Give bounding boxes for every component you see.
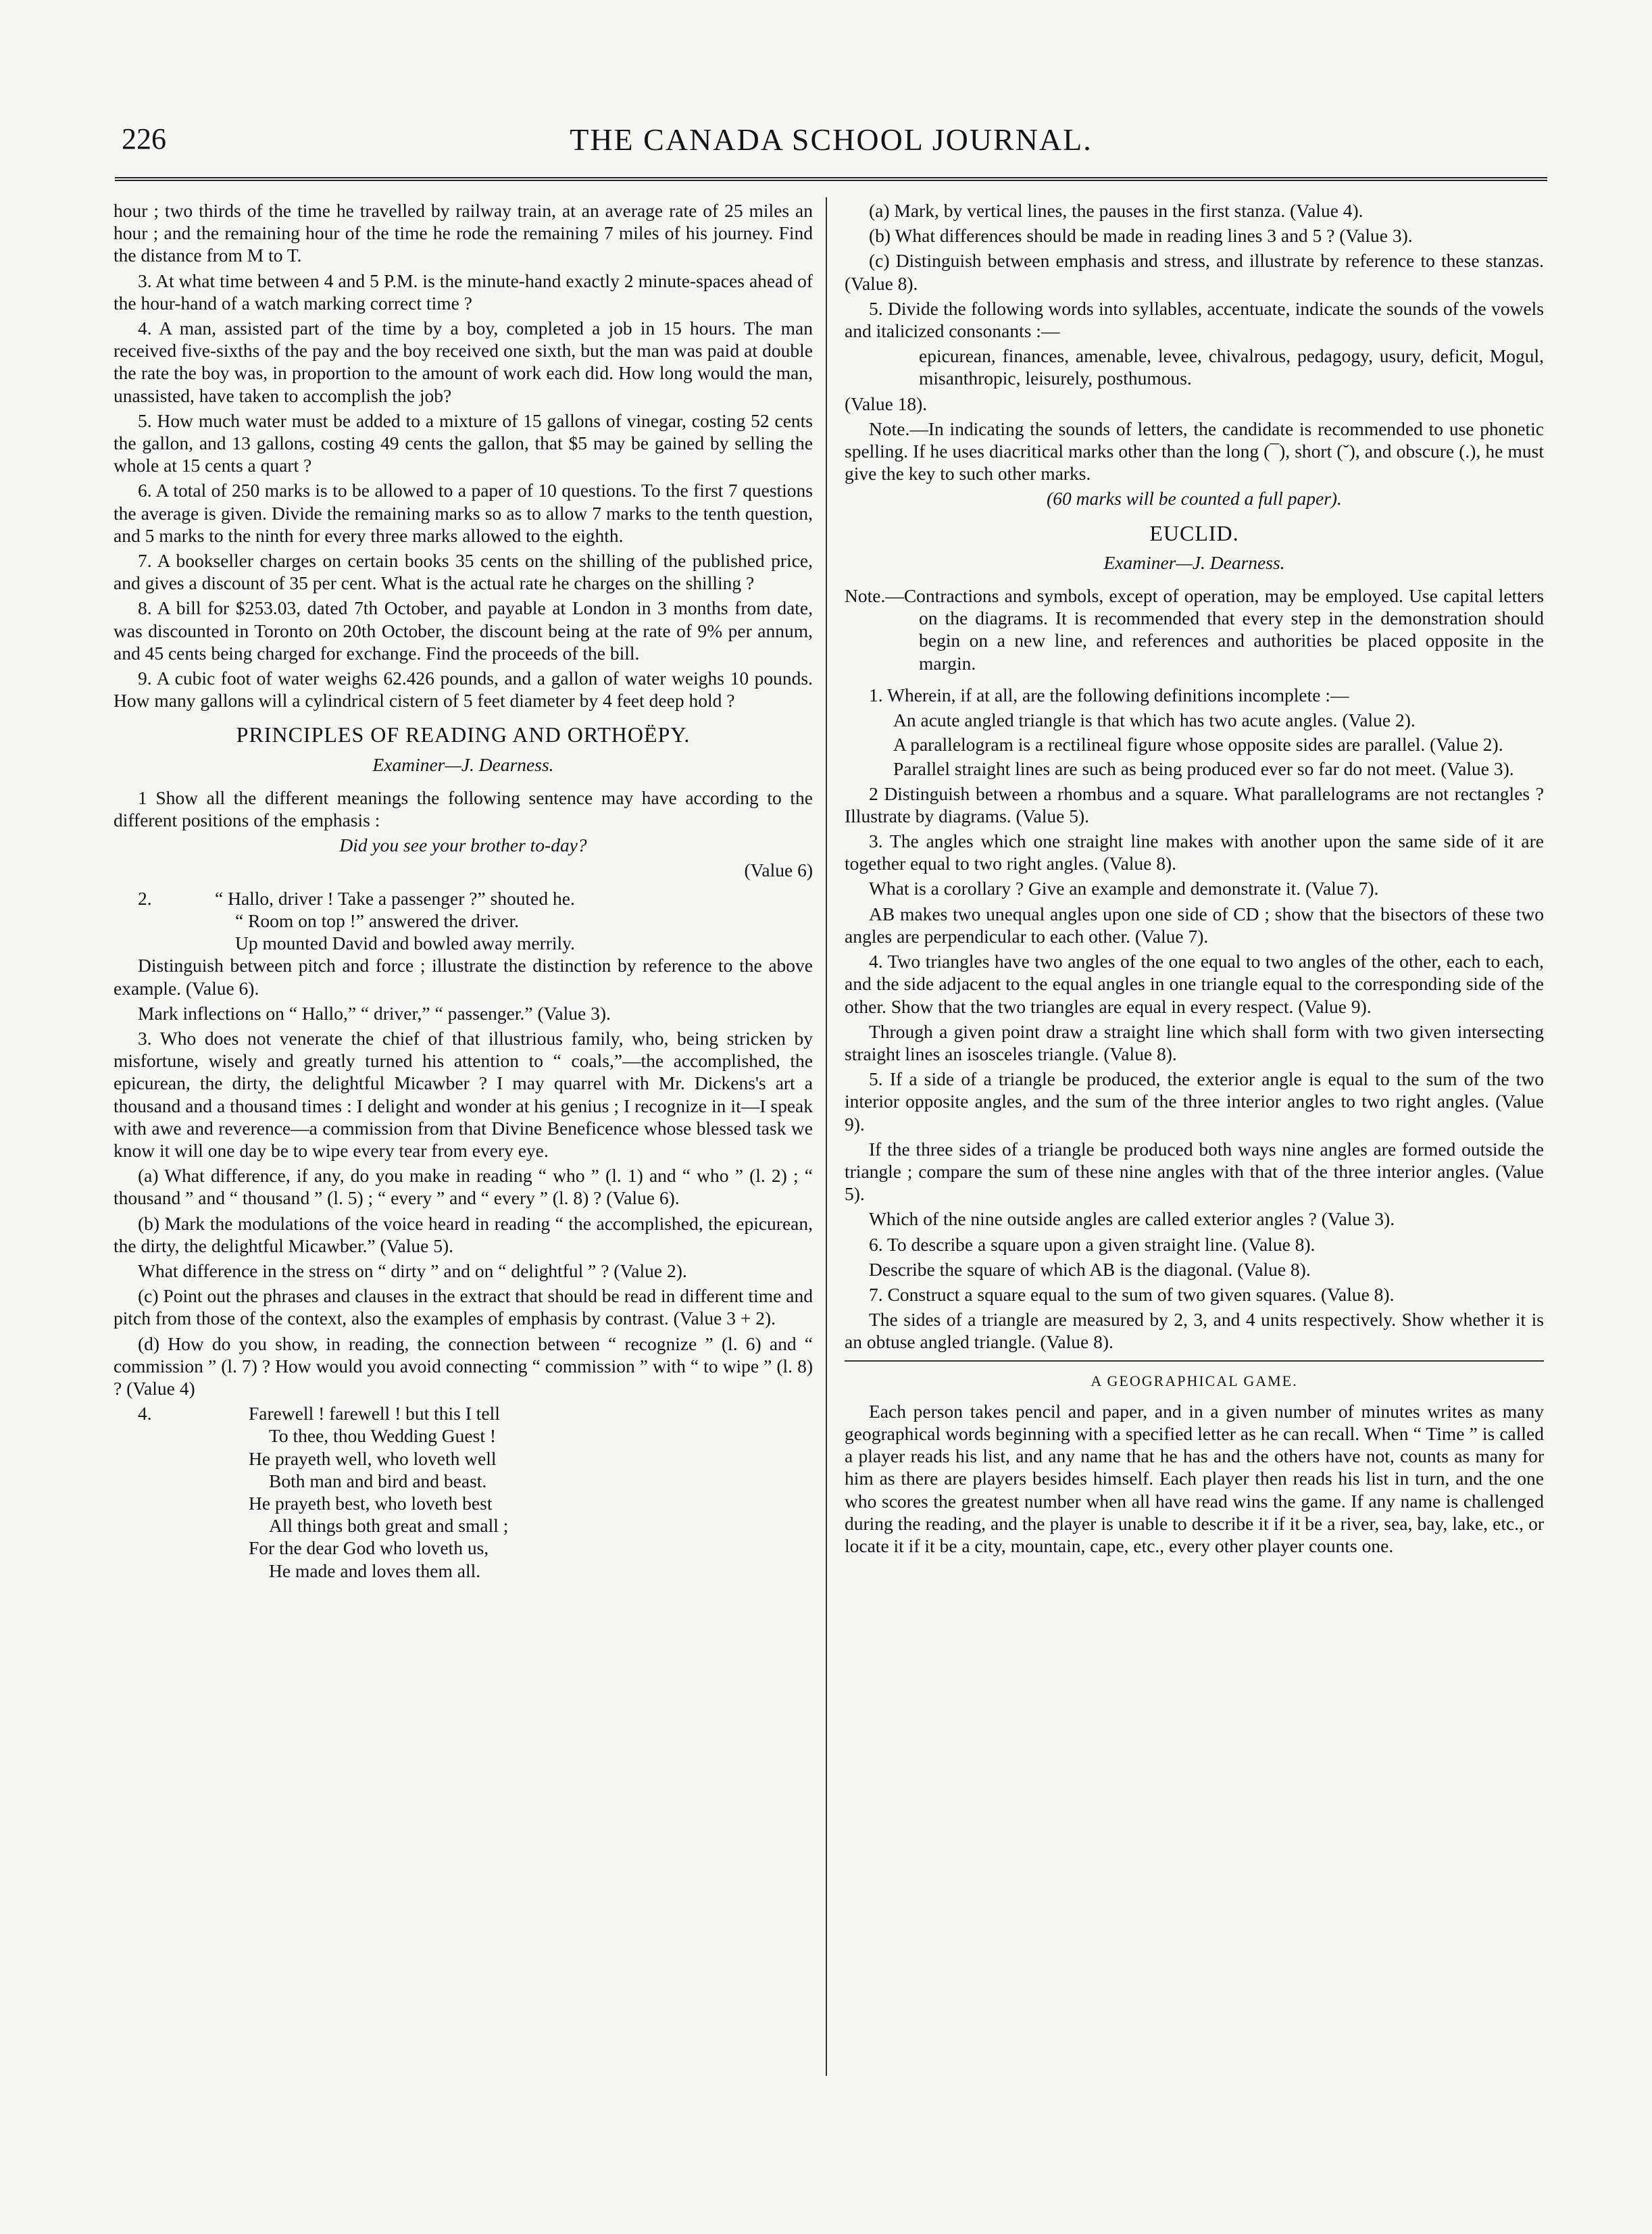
poem-line: He prayeth well, who loveth well — [249, 1447, 497, 1469]
reading-note: Note.—In indicating the sounds of letters, the candidate is recommended to use phonetic spelling. If he uses diacritical marks other than the long (¯), short (˘), and obscure (.), he must give the key to such other marks. — [845, 418, 1544, 485]
reading-q2-line-3: Up mounted David and bowled away merrily. — [235, 933, 576, 954]
section-rule — [845, 1360, 1544, 1362]
geographical-game-title: A GEOGRAPHICAL GAME. — [1091, 1372, 1298, 1389]
reading-section-title: PRINCIPLES OF READING AND ORTHOËPY. — [236, 722, 691, 747]
reading-q4-poem — [114, 1402, 813, 1582]
right-column — [845, 199, 1544, 1560]
header-rule — [115, 177, 1547, 181]
reading-question-2 — [114, 887, 813, 955]
euclid-q1-definition: A parallelogram is a rectilineal figure whose opposite sides are parallel. (Value 2). — [893, 734, 1503, 755]
reading-q5-value: (Value 18). — [845, 393, 928, 414]
arithmetic-question-7: 7. A bookseller charges on certain books 35 cents on the shilling of the published price, and gives a discount of 35 per cent. What is the actual rate he charges on the shilling ? — [114, 550, 813, 594]
euclid-q3-bisectors: AB makes two unequal angles upon one side of CD ; show that the bisectors of these two angles are perpendicular to each other. (Value 7). — [845, 903, 1544, 947]
journal-title: THE CANADA SCHOOL JOURNAL. — [570, 122, 1093, 157]
euclid-note: Note.—Contractions and symbols, except of operation, may be employed. Use capital letters on the diagrams. It is recommended that every step in the demonstration should begin on a new line, and references and authorities be placed opposite in the margin. — [845, 585, 1544, 674]
reading-q2-line-2: “ Room on top !” answered the driver. — [235, 910, 520, 931]
full-paper-marks: (60 marks will be counted a full paper). — [1047, 488, 1342, 510]
arithmetic-question-4: 4. A man, assisted part of the time by a boy, completed a job in 15 hours. The man received five-sixths of the pay and the boy received one sixth, but the man was paid at double the rate the boy was, in proportion to the amount of work each did. How long would the man, unassisted, have taken to accomplish the job? — [114, 318, 813, 406]
euclid-q6-diagonal: Describe the square of which AB is the diagonal. (Value 8). — [869, 1258, 1311, 1280]
euclid-q4-isosceles: Through a given point draw a straight line which shall form with two given intersecting straight lines an isosceles triangle. (Value 8). — [845, 1020, 1544, 1064]
arithmetic-question-9: 9. A cubic foot of water weighs 62.426 pounds, and a gallon of water weighs 10 pounds. How many gallons will a cylindrical cistern of 5 feet diameter by 4 feet deep hold ? — [114, 668, 813, 712]
reading-q2-number: 2. — [138, 887, 152, 909]
reading-q3-part-b2: What difference in the stress on “ dirty ” and on “ delightful ” ? (Value 2). — [138, 1260, 687, 1281]
euclid-question-2: 2 Distinguish between a rhombus and a square. What parallelograms are not rectangles ? Illustrate by diagrams. (Value 5). — [845, 783, 1544, 826]
reading-question-1: 1 Show all the different meanings the following sentence may have according to the different positions of the emphasis : — [114, 787, 813, 831]
reading-q1-value: (Value 6) — [744, 860, 813, 881]
reading-q5-words: epicurean, finances, amenable, levee, chivalrous, pedagogy, usury, deficit, Mogul, misanthropic, leisurely, posthumous. — [919, 345, 1544, 389]
poem-line: For the dear God who loveth us, — [249, 1537, 489, 1559]
euclid-q1-definition: An acute angled triangle is that which has two acute angles. (Value 2). — [893, 710, 1416, 731]
reading-examiner: Examiner—J. Dearness. — [372, 753, 554, 775]
euclid-q3-corollary: What is a corollary ? Give an example and demonstrate it. (Value 7). — [869, 878, 1379, 899]
arithmetic-question-5: 5. How much water must be added to a mixture of 15 gallons of vinegar, costing 52 cents the gallon, and 13 gallons, costing 49 cents the gallon, that $5 may be gained by selling the whole at 15 cents a quart ? — [114, 409, 813, 476]
reading-q3-part-b: (b) Mark the modulations of the voice heard in reading “ the accomplished, the epicurean, the dirty, the delightful Micawber.” (Value 5). — [114, 1212, 813, 1256]
euclid-section-title: EUCLID. — [1149, 520, 1239, 545]
euclid-q1-definition: Parallel straight lines are such as being produced ever so far do not meet. (Value 3). — [893, 758, 1514, 780]
arithmetic-question-3: 3. At what time between 4 and 5 P.M. is the minute-hand exactly 2 minute-spaces ahead of the hour-hand of a watch marking correct time ? — [114, 270, 813, 314]
reading-q4-number: 4. — [138, 1403, 152, 1424]
poem-line: Both man and bird and beast. — [269, 1470, 487, 1491]
arithmetic-question-6: 6. A total of 250 marks is to be allowed to a paper of 10 questions. To the first 7 questions the average is given. Divide the remaining marks so as to allow 7 marks to the tenth question, and 5 marks to the ninth for every three marks allowed to the eighth. — [114, 480, 813, 546]
poem-line: Farewell ! farewell ! but this I tell — [249, 1403, 500, 1424]
page-number: 226 — [122, 122, 166, 155]
reading-q2-part-b: Mark inflections on “ Hallo,” “ driver,” “ passenger.” (Value 3). — [138, 1002, 611, 1024]
euclid-question-1: 1. Wherein, if at all, are the following definitions incomplete :— — [869, 684, 1349, 705]
reading-q1-sentence: Did you see your brother to-day? — [339, 835, 587, 856]
reading-q2-line-1: “ Hallo, driver ! Take a passenger ?” shouted he. — [215, 887, 575, 909]
reading-q4-part-a: (a) Mark, by vertical lines, the pauses in the first stanza. (Value 4). — [869, 200, 1363, 221]
euclid-question-3: 3. The angles which one straight line makes with another upon the same side of it are together equal to two right angles. (Value 8). — [845, 830, 1544, 874]
euclid-q7-triangle: The sides of a triangle are measured by 2, 3, and 4 units respectively. Show whether it is an obtuse angled triangle. (Value 8). — [845, 1309, 1544, 1353]
poem-line: All things both great and small ; — [269, 1515, 509, 1537]
arithmetic-question-continued: hour ; two thirds of the time he travelled by railway train, at an average rate of 25 miles an hour ; and the remaining hour of the time he rode the remaining 7 miles of his journey. Find the distance from M to T. — [114, 200, 813, 266]
euclid-question-7: 7. Construct a square equal to the sum of two given squares. (Value 8). — [869, 1283, 1395, 1305]
euclid-question-4: 4. Two triangles have two angles of the one equal to two angles of the other, each to each, and the side adjacent to the equal angles in one triangle equal to the corresponding side of the other. Show that the two triangles are equal in every respect. (Value 9). — [845, 951, 1544, 1017]
left-column — [114, 199, 813, 1586]
reading-q3-part-a: (a) What difference, if any, do you make in reading “ who ” (l. 1) and “ who ” (l. 2) ; “ thousand ” and “ thousand ” (l. 5) ; “ every ” and “ every ” (l. 8) ? (Value 6). — [114, 1165, 813, 1209]
poem-line: He made and loves them all. — [269, 1560, 481, 1581]
reading-question-3: 3. Who does not venerate the chief of that illustrious family, who, being stricken by misfortune, wisely and greatly turned his attention to “ coals,”—the accomplished, the epicurean, the dirty, the delightful Micawber ? I may quarrel with Mr. Dickens's art a thousand and a thousand times : I delight and wonder at his genius ; I recognize in it—I speak with awe and reverence—a commission from that Divine Beneficence whose blessed task we know it will one day be to wipe every tear from every eye. — [114, 1027, 813, 1161]
euclid-question-6: 6. To describe a square upon a given straight line. (Value 8). — [869, 1233, 1316, 1255]
reading-question-5: 5. Divide the following words into syllables, accentuate, indicate the sounds of the vowels and italicized consonants :— — [845, 297, 1544, 342]
euclid-question-5: 5. If a side of a triangle be produced, the exterior angle is equal to the sum of the two interior opposite angles, and the sum of the three interior angles to two right angles. (Value 9). — [845, 1068, 1544, 1135]
reading-q4-part-b: (b) What differences should be made in reading lines 3 and 5 ? (Value 3). — [869, 225, 1413, 247]
euclid-q5-nine-angles: If the three sides of a triangle be produced both ways nine angles are formed outside the triangle ; compare the sum of these nine angles with that of the three interior angles. (Value 5). — [845, 1138, 1544, 1205]
column-divider — [826, 197, 827, 2076]
reading-q4-part-c: (c) Distinguish between emphasis and stress, and illustrate by reference to these stanzas. (Value 8). — [845, 250, 1544, 294]
euclid-examiner: Examiner—J. Dearness. — [1103, 551, 1285, 573]
reading-q2-part-a: Distinguish between pitch and force ; illustrate the distinction by reference to the above example. (Value 6). — [114, 955, 813, 999]
arithmetic-question-8: 8. A bill for $253.03, dated 7th October, and payable at London in 3 months from date, was discounted in Toronto on 20th October, the discount being at the rate of 9% per annum, and 45 cents being charged for exchange. Find the proceeds of the bill. — [114, 597, 813, 664]
poem-line: He prayeth best, who loveth best — [249, 1492, 493, 1514]
euclid-q5-exterior: Which of the nine outside angles are called exterior angles ? (Value 3). — [869, 1208, 1395, 1230]
geographical-game-text: Each person takes pencil and paper, and in a given number of minutes writes as many geographical words beginning with a specified letter as he can recall. When “ Time ” is called a player reads his list, and any name that he has and the others have not, counts as many for him as there are players besides himself. Each player then reads his list in turn, and the one who scores the greatest number when all have read wins the game. If any name is challenged during the reading, and the player is unable to describe it if it be a river, sea, bay, lake, etc., or locate it if it be a city, mountain, cape, etc., every other player counts one. — [845, 1400, 1544, 1556]
page-header — [115, 122, 1547, 169]
reading-q3-part-d: (d) How do you show, in reading, the connection between “ recognize ” (l. 6) and “ commission ” (l. 7) ? How would you avoid connecting “ commission ” with “ to wipe ” (l. 8) ? (Value 4) — [114, 1333, 813, 1399]
reading-q3-part-c: (c) Point out the phrases and clauses in the extract that should be read in different time and pitch from those of the context, also the examples of emphasis by contrast. (Value 3 + 2). — [114, 1285, 813, 1329]
poem-line: To thee, thou Wedding Guest ! — [269, 1425, 496, 1447]
